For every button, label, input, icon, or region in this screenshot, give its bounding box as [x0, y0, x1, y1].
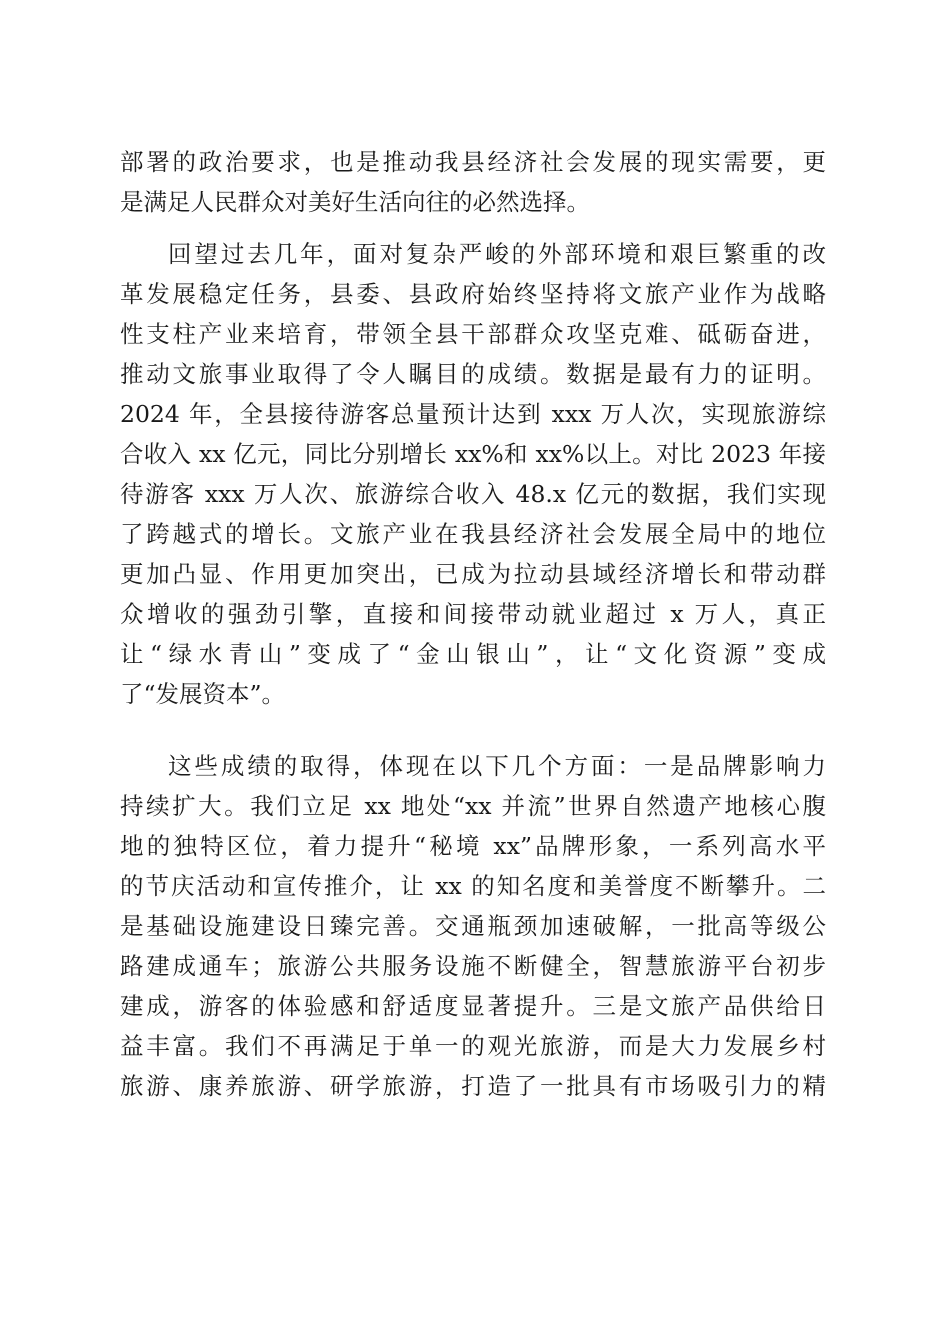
paragraph-1: [120, 142, 826, 222]
text-line: 是基础设施建设日臻完善。交通瓶颈加速破解，一批高等级公: [120, 912, 826, 940]
text-line: 回望过去几年，面对复杂严峻的外部环境和艰巨繁重的改: [168, 240, 826, 268]
text-line: 更加凸显、作用更加突出，已成为拉动县域经济增长和带动群: [120, 560, 826, 588]
paragraph-3: [120, 746, 826, 1106]
text-line: 部署的政治要求，也是推动我县经济社会发展的现实需要，更: [120, 148, 826, 176]
text-line: 地的独特区位，着力提升“秘境 xx”品牌形象，一系列高水平: [120, 832, 826, 860]
text-line: 的节庆活动和宣传推介，让 xx 的知名度和美誉度不断攀升。二: [120, 872, 826, 900]
text-line: 路建成通车；旅游公共服务设施不断健全，智慧旅游平台初步: [120, 952, 826, 980]
text-line: 了“发展资本”。: [120, 680, 286, 708]
text-line: 待游客 xxx 万人次、旅游综合收入 48.x 亿元的数据，我们实现: [120, 480, 826, 508]
text-line: 让“绿水青山”变成了“金山银山”，让“文化资源”变成: [120, 640, 826, 668]
text-line: 性支柱产业来培育，带领全县干部群众攻坚克难、砥砺奋进，: [120, 320, 826, 348]
text-line: 了跨越式的增长。文旅产业在我县经济社会发展全局中的地位: [120, 520, 826, 548]
text-line: 推动文旅事业取得了令人瞩目的成绩。数据是最有力的证明。: [120, 360, 826, 388]
text-line: 是满足人民群众对美好生活向往的必然选择。: [120, 188, 590, 216]
text-line: 2024 年，全县接待游客总量预计达到 xxx 万人次，实现旅游综: [120, 400, 826, 428]
text-line: 建成，游客的体验感和舒适度显著提升。三是文旅产品供给日: [120, 992, 826, 1020]
text-line: 这些成绩的取得，体现在以下几个方面：一是品牌影响力: [168, 752, 826, 780]
text-line: 众增收的强劲引擎，直接和间接带动就业超过 x 万人，真正: [120, 600, 826, 628]
text-line: 革发展稳定任务，县委、县政府始终坚持将文旅产业作为战略: [120, 280, 826, 308]
text-line: 旅游、康养旅游、研学旅游，打造了一批具有市场吸引力的精: [120, 1072, 826, 1100]
paragraph-2: [120, 234, 826, 714]
text-line: 益丰富。我们不再满足于单一的观光旅游，而是大力发展乡村: [120, 1032, 826, 1060]
text-line: 持续扩大。我们立足 xx 地处“xx 并流”世界自然遗产地核心腹: [120, 792, 826, 820]
text-line: 合收入 xx 亿元，同比分别增长 xx%和 xx%以上。对比 2023 年接: [120, 440, 826, 468]
